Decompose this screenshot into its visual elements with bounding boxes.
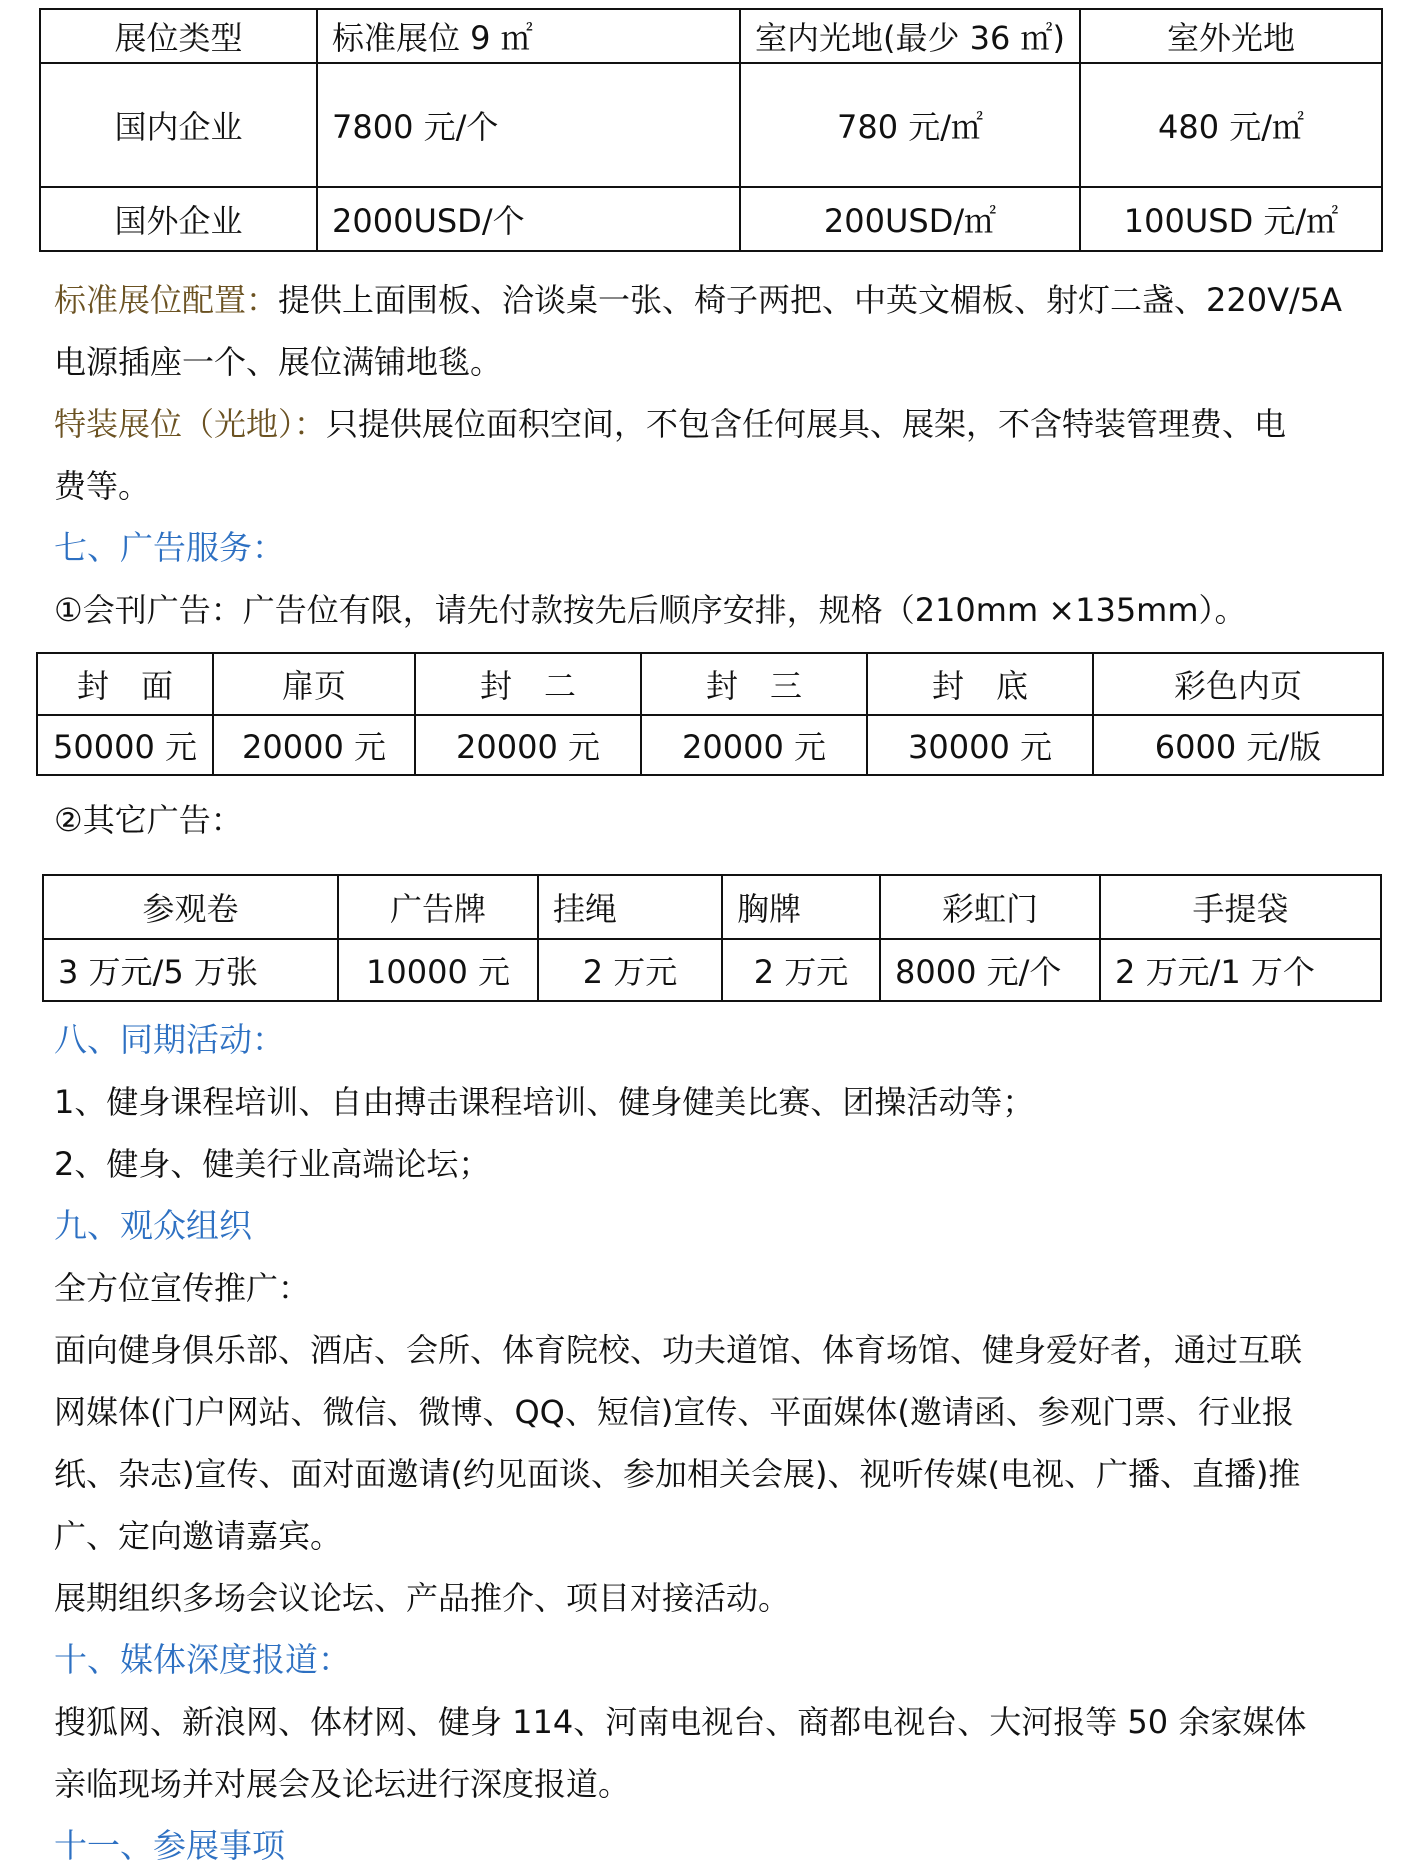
- table-cell: 展位类型: [40, 9, 317, 63]
- standard-booth-line-2: 电源插座一个、展位满铺地毯。: [54, 343, 503, 381]
- table-cell: 手提袋: [1100, 875, 1381, 939]
- table-cell: 封 二: [415, 653, 641, 715]
- table-cell: 780 元/㎡: [740, 63, 1080, 187]
- table-header-row: [40, 9, 1382, 63]
- table-cell: 国内企业: [40, 63, 317, 187]
- table-header-row: [43, 875, 1381, 939]
- table-cell: 20000 元: [641, 715, 867, 775]
- table-cell: 封 面: [37, 653, 213, 715]
- table-row: [40, 63, 1382, 187]
- table-cell: 2000USD/个: [317, 187, 740, 251]
- other-ad-intro: ②其它广告：: [54, 801, 243, 839]
- journal-ad-intro: ①会刊广告：广告位有限，请先付款按先后顺序安排，规格（210mm ×135mm）。: [54, 591, 1247, 629]
- standard-booth-label: 标准展位配置：: [54, 281, 279, 319]
- table-row: [40, 187, 1382, 251]
- table-cell: 封 三: [641, 653, 867, 715]
- special-booth-label: 特装展位（光地）：: [54, 405, 327, 443]
- table-cell: 50000 元: [37, 715, 213, 775]
- table-cell: 参观卷: [43, 875, 338, 939]
- table-cell: 7800 元/个: [317, 63, 740, 187]
- section-9-heading: 九、观众组织: [54, 1206, 252, 1245]
- table-cell: 200USD/㎡: [740, 187, 1080, 251]
- table-cell: 胸牌: [722, 875, 880, 939]
- section-7-heading: 七、广告服务：: [54, 528, 285, 567]
- table-cell: 室内光地(最少 36 ㎡): [740, 9, 1080, 63]
- paragraph-line: 面向健身俱乐部、酒店、会所、体育院校、功夫道馆、体育场馆、健身爱好者，通过互联: [54, 1331, 1303, 1369]
- table-header-row: [37, 653, 1383, 715]
- paragraph-line: 全方位宣传推广：: [54, 1269, 311, 1307]
- special-booth-line-1: [54, 404, 1286, 444]
- table-cell: 2 万元: [722, 939, 880, 1001]
- table-cell: 2 万元: [538, 939, 722, 1001]
- paragraph-line: 展期组织多场会议论坛、产品推介、项目对接活动。: [54, 1579, 791, 1617]
- list-item: 2、健身、健美行业高端论坛；: [54, 1145, 491, 1183]
- table-cell: 30000 元: [867, 715, 1093, 775]
- other-ad-table: [42, 874, 1382, 1002]
- standard-booth-line-1: [54, 280, 1342, 320]
- table-cell: 100USD 元/㎡: [1080, 187, 1382, 251]
- table-cell: 彩色内页: [1093, 653, 1383, 715]
- section-8-heading: 八、同期活动：: [54, 1020, 285, 1059]
- table-cell: 封 底: [867, 653, 1093, 715]
- table-cell: 挂绳: [538, 875, 722, 939]
- table-cell: 20000 元: [415, 715, 641, 775]
- paragraph-line: 广、定向邀请嘉宾。: [54, 1517, 343, 1555]
- table-cell: 8000 元/个: [880, 939, 1100, 1001]
- section-11-heading: 十一、参展事项: [54, 1826, 285, 1865]
- table-cell: 室外光地: [1080, 9, 1382, 63]
- journal-ad-table: [36, 652, 1384, 776]
- list-item: 1、健身课程培训、自由搏击课程培训、健身健美比赛、团操活动等；: [54, 1083, 1035, 1121]
- table-cell: 标准展位 9 ㎡: [317, 9, 740, 63]
- table-row: [37, 715, 1383, 775]
- table-cell: 2 万元/1 万个: [1100, 939, 1381, 1001]
- table-cell: 国外企业: [40, 187, 317, 251]
- table-cell: 6000 元/版: [1093, 715, 1383, 775]
- paragraph-line: 亲临现场并对展会及论坛进行深度报道。: [54, 1765, 631, 1803]
- table-cell: 广告牌: [338, 875, 538, 939]
- table-row: [43, 939, 1381, 1001]
- section-10-heading: 十、媒体深度报道：: [54, 1640, 351, 1679]
- standard-booth-text: 提供上面围板、洽谈桌一张、椅子两把、中英文楣板、射灯二盏、220V/5A: [278, 281, 1343, 319]
- special-booth-text: 只提供展位面积空间，不包含任何展具、展架，不含特装管理费、电: [326, 405, 1287, 443]
- paragraph-line: 纸、杂志)宣传、面对面邀请(约见面谈、参加相关会展)、视听传媒(电视、广播、直播)推: [54, 1455, 1301, 1493]
- special-booth-line-2: 费等。: [54, 467, 151, 505]
- table-cell: 480 元/㎡: [1080, 63, 1382, 187]
- table-cell: 3 万元/5 万张: [43, 939, 338, 1001]
- table-cell: 10000 元: [338, 939, 538, 1001]
- paragraph-line: 搜狐网、新浪网、体材网、健身 114、河南电视台、商都电视台、大河报等 50 余家媒体: [54, 1703, 1307, 1741]
- table-cell: 20000 元: [213, 715, 415, 775]
- paragraph-line: 网媒体(门户网站、微信、微博、QQ、短信)宣传、平面媒体(邀请函、参观门票、行业报: [54, 1393, 1294, 1431]
- booth-price-table: [39, 8, 1383, 252]
- table-cell: 彩虹门: [880, 875, 1100, 939]
- table-cell: 扉页: [213, 653, 415, 715]
